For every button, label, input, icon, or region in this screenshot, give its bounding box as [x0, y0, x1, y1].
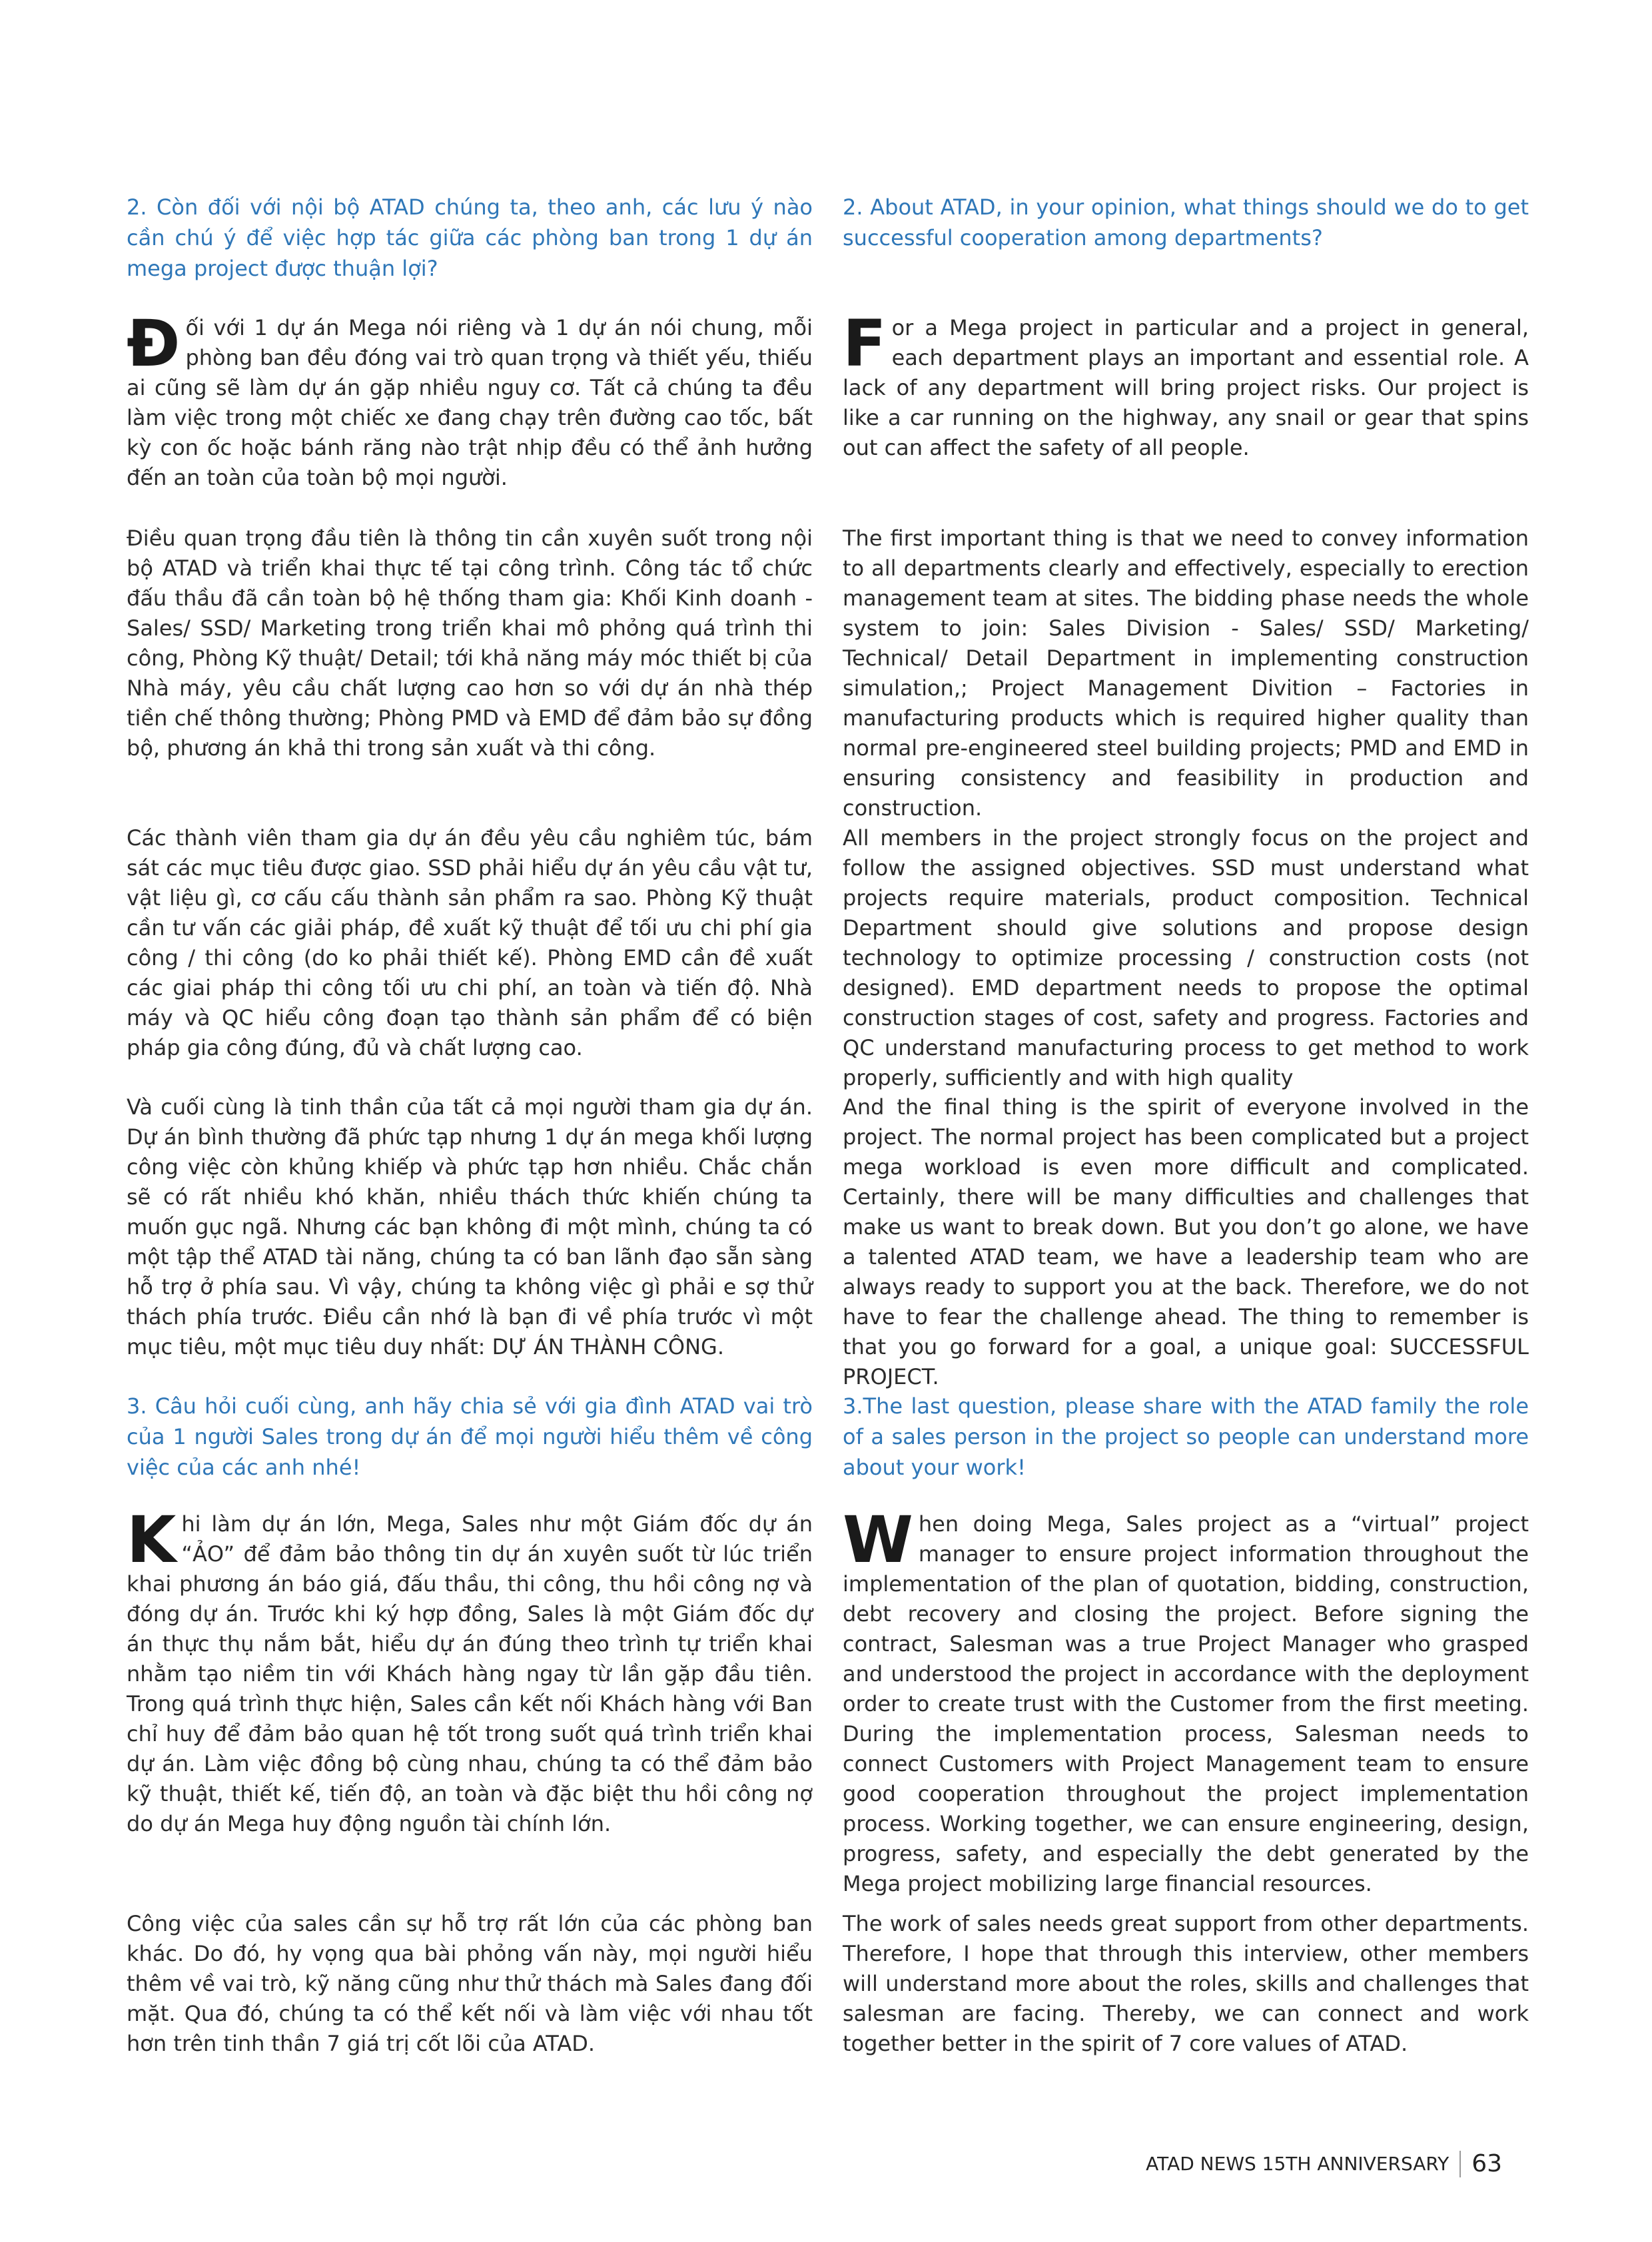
question-text: 3. Câu hỏi cuối cùng, anh hãy chia sẻ với gia đình ATAD vai trò của 1 người Sales trong dự án để mọi người hiểu thêm về công việc của các anh nhé! — [127, 1393, 813, 1480]
paragraph-text: The first important thing is that we need to convey information to all departments clearly and effectively, especially to erection management team at sites. The bidding phase needs the whole system to join: Sales Division - Sales/ SSD/ Marketing/ Technical/ Detail Department in implementing construction simulation,; Project Management Divition – Factories in manufacturing products which is required higher quality than normal pre-engineered steel building projects; PMD and EMD in ensuring consistency and feasibility in production and construction. — [843, 526, 1529, 821]
paragraph-text: The work of sales needs great support from other departments. Therefore, I hope that through this interview, other members will understand more about the roles, skills and challenges that salesman are facing. Thereby, we can connect and work together better in the spirit of 7 core values of ATAD. — [843, 1911, 1529, 2056]
answer-paragraph-6-vi — [127, 1909, 813, 2059]
drop-cap: K — [127, 1503, 177, 1577]
paragraph-text: Điều quan trọng đầu tiên là thông tin cần xuyên suốt trong nội bộ ATAD và triển khai thực tế tại công trình. Công tác tổ chức đấu thầu đã cần toàn bộ hệ thống tham gia: Khối Kinh doanh - Sales/ SSD/ Marketing trong triển khai mô phỏng quá trình thi công, Phòng Kỹ thuật/ Detail; tới khả năng máy móc thiết bị của Nhà máy, yêu cầu chất lượng cao hơn so với dự án nhà thép tiền chế thông thường; Phòng PMD và EMD để đảm bảo sự đồng bộ, phương án khả thi trong sản xuất và thi công. — [127, 526, 813, 761]
page-number: 63 — [1471, 2150, 1502, 2177]
paragraph-text: Các thành viên tham gia dự án đều yêu cầu nghiêm túc, bám sát các mục tiêu được giao. SSD phải hiểu dự án yêu cầu vật tư, vật liệu gì, cơ cấu cấu thành sản phẩm ra sao. Phòng Kỹ thuật cần tư vấn các giải pháp, đề xuất kỹ thuật để tối ưu chi phí gia công / thi công (do ko phải thiết kế). Phòng EMD cần đề xuất các giai pháp thi công tối ưu chi phí, an toàn và tiến độ. Nhà máy và QC hiểu công đoạn tạo thành sản phẩm để có biện pháp gia công đúng, đủ và chất lượng cao. — [127, 825, 813, 1060]
answer-paragraph-3-vi — [127, 823, 813, 1063]
page-footer — [1146, 2150, 1502, 2177]
drop-cap: Đ — [127, 306, 181, 381]
footer-divider — [1459, 2151, 1461, 2177]
question-2-en — [843, 192, 1529, 253]
paragraph-text: hen doing Mega, Sales project as a “virtual” project manager to ensure project information throughout the implementation of the plan of quotation, bidding, construction, debt recovery and closing the project. Before signing the contract, Salesman was a true Project Manager who grasped and understood the project in accordance with the deployment order to create trust with the Customer from the first meeting. During the implementation process, Salesman needs to connect Customers with Project Management team to ensure good cooperation throughout the project implementation process. Working together, we can ensure engineering, design, progress, safety, and especially the debt generated by the Mega project mobilizing large financial resources. — [843, 1511, 1529, 1896]
answer-paragraph-2-vi — [127, 524, 813, 763]
answer-paragraph-2-en — [843, 524, 1529, 823]
publication-name: ATAD NEWS 15TH ANNIVERSARY — [1146, 2153, 1449, 2175]
answer-paragraph-5-en — [843, 1503, 1529, 1899]
answer-paragraph-6-en — [843, 1909, 1529, 2059]
drop-cap: W — [843, 1503, 913, 1577]
answer-paragraph-1-vi — [127, 306, 813, 493]
question-3-en — [843, 1391, 1529, 1483]
paragraph-text: or a Mega project in particular and a project in general, each department plays an important and essential role. A lack of any department will bring project risks. Our project is like a car running on the highway, any snail or gear that spins out can affect the safety of all people. — [843, 315, 1529, 460]
question-2-vi — [127, 192, 813, 284]
question-text: 3.The last question, please share with the ATAD family the role of a sales person in the project so people can understand more about your work! — [843, 1393, 1529, 1480]
answer-paragraph-1-en — [843, 306, 1529, 463]
question-3-vi — [127, 1391, 813, 1483]
answer-paragraph-3-en — [843, 823, 1529, 1093]
paragraph-text: Và cuối cùng là tinh thần của tất cả mọi người tham gia dự án. Dự án bình thường đã phức tạp nhưng 1 dự án mega khối lượng công việc còn khủng khiếp và phức tạp hơn nhiều. Chắc chắn sẽ có rất nhiều khó khăn, nhiều thách thức khiến chúng ta muốn gục ngã. Nhưng các bạn không đi một mình, chúng ta có một tập thể ATAD tài năng, chúng ta có ban lãnh đạo sẵn sàng hỗ trợ ở phía sau. Vì vậy, chúng ta không việc gì phải e sợ thử thách phía trước. Điều cần nhớ là bạn đi về phía trước vì một mục tiêu, một mục tiêu duy nhất: DỰ ÁN THÀNH CÔNG. — [127, 1094, 813, 1359]
paragraph-text: hi làm dự án lớn, Mega, Sales như một Giám đốc dự án “ẢO” để đảm bảo thông tin dự án xuyên suốt từ lúc triển khai phương án báo giá, đấu thầu, thi công, thu hồi công nợ và đóng dự án. Trước khi ký hợp đồng, Sales là một Giám đốc dự án thực thụ nắm bắt, hiểu dự án đúng theo trình tự triển khai nhằm tạo niềm tin với Khách hàng ngay từ lần gặp đầu tiên. Trong quá trình thực hiện, Sales cần kết nối Khách hàng với Ban chỉ huy để đảm bảo quan hệ tốt trong suốt quá trình triển khai dự án. Làm việc đồng bộ cùng nhau, chúng ta có thể đảm bảo kỹ thuật, thiết kế, tiến độ, an toàn và đặc biệt thu hồi công nợ do dự án Mega huy động nguồn tài chính lớn. — [127, 1511, 813, 1836]
answer-paragraph-4-en — [843, 1092, 1529, 1392]
paragraph-text: And the final thing is the spirit of everyone involved in the project. The normal project has been complicated but a project mega workload is even more difficult and complicated. Certainly, there will be many difficulties and challenges that make us want to break down. But you don’t go alone, we have a talented ATAD team, we have a leadership team who are always ready to support you at the back. Therefore, we do not have to fear the challenge ahead. The thing to remember is that you go forward for a goal, a unique goal: SUCCESSFUL PROJECT. — [843, 1094, 1529, 1389]
paragraph-text: Công việc của sales cần sự hỗ trợ rất lớn của các phòng ban khác. Do đó, hy vọng qua bài phỏng vấn này, mọi người hiểu thêm về vai trò, kỹ năng cũng như thử thách mà Sales đang đối mặt. Qua đó, chúng ta có thể kết nối và làm việc với nhau tốt hơn trên tinh thần 7 giá trị cốt lõi của ATAD. — [127, 1911, 813, 2056]
question-text: 2. Còn đối với nội bộ ATAD chúng ta, theo anh, các lưu ý nào cần chú ý để việc hợp tác giữa các phòng ban trong 1 dự án mega project được thuận lợi? — [127, 194, 813, 281]
paragraph-text: All members in the project strongly focus on the project and follow the assigned objectives. SSD must understand what projects require materials, product composition. Technical Department should give solutions and propose design technology to optimize processing / construction costs (not designed). EMD department needs to propose the optimal construction stages of cost, safety and progress. Factories and QC understand manufacturing process to get method to work properly, sufficiently and with high quality — [843, 825, 1529, 1090]
answer-paragraph-4-vi — [127, 1092, 813, 1362]
paragraph-text: ối với 1 dự án Mega nói riêng và 1 dự án nói chung, mỗi phòng ban đều đóng vai trò quan trọng và thiết yếu, thiếu ai cũng sẽ làm dự án gặp nhiều nguy cơ. Tất cả chúng ta đều làm việc trong một chiếc xe đang chạy trên đường cao tốc, bất kỳ con ốc hoặc bánh răng nào trật nhịp đều có thể ảnh hưởng đến an toàn của toàn bộ mọi người. — [127, 315, 813, 490]
answer-paragraph-5-vi — [127, 1503, 813, 1839]
question-text: 2. About ATAD, in your opinion, what things should we do to get successful cooperation among departments? — [843, 194, 1529, 250]
drop-cap: F — [843, 306, 887, 381]
